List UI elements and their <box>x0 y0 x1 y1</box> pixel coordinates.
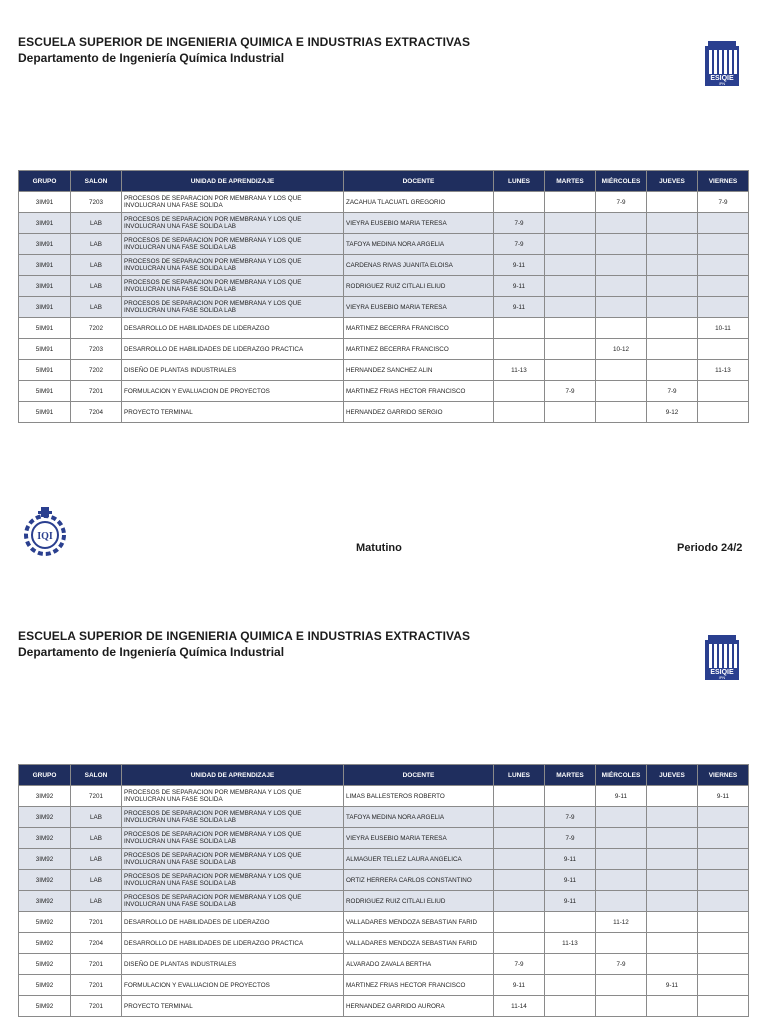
cell-grupo: 5IM91 <box>19 318 71 339</box>
table-row <box>19 891 749 912</box>
cell-grupo: 3IM91 <box>19 297 71 318</box>
cell-unidad: PROCESOS DE SEPARACION POR MEMBRANA Y LOS QUE INVOLUCRAN UNA FASE SOLIDA <box>122 192 344 213</box>
cell-lunes: 7-9 <box>494 234 545 255</box>
cell-jueves <box>647 828 698 849</box>
table-row <box>19 996 749 1017</box>
cell-miercoles <box>596 318 647 339</box>
column-header: MARTES <box>545 171 596 192</box>
cell-grupo: 3IM91 <box>19 213 71 234</box>
cell-miercoles: 7-9 <box>596 954 647 975</box>
schedule-table-2 <box>18 764 749 1017</box>
cell-unidad: PROCESOS DE SEPARACION POR MEMBRANA Y LOS QUE INVOLUCRAN UNA FASE SOLIDA LAB <box>122 276 344 297</box>
cell-grupo: 5IM92 <box>19 912 71 933</box>
cell-martes <box>545 255 596 276</box>
cell-miercoles <box>596 849 647 870</box>
cell-miercoles <box>596 807 647 828</box>
cell-lunes <box>494 318 545 339</box>
cell-jueves <box>647 297 698 318</box>
cell-jueves <box>647 849 698 870</box>
column-header: JUEVES <box>647 171 698 192</box>
cell-viernes <box>698 870 749 891</box>
cell-docente: ALMAGUER TELLEZ LAURA ANGELICA <box>344 849 494 870</box>
table-row <box>19 255 749 276</box>
table-row <box>19 234 749 255</box>
cell-miercoles: 7-9 <box>596 192 647 213</box>
cell-martes <box>545 996 596 1017</box>
cell-miercoles <box>596 276 647 297</box>
department-name: Departamento de Ingeniería Química Industrial <box>18 645 285 659</box>
cell-martes: 7-9 <box>545 828 596 849</box>
cell-docente: VALLADARES MENDOZA SEBASTIAN FARID <box>344 912 494 933</box>
cell-jueves: 9-12 <box>647 402 698 423</box>
cell-miercoles <box>596 996 647 1017</box>
table-row <box>19 318 749 339</box>
cell-salon: LAB <box>71 891 122 912</box>
cell-docente: ALVARADO ZAVALA BERTHA <box>344 954 494 975</box>
cell-salon: 7201 <box>71 954 122 975</box>
cell-unidad: PROCESOS DE SEPARACION POR MEMBRANA Y LOS QUE INVOLUCRAN UNA FASE SOLIDA LAB <box>122 828 344 849</box>
cell-grupo: 3IM91 <box>19 234 71 255</box>
cell-lunes: 7-9 <box>494 954 545 975</box>
svg-text:IPN: IPN <box>718 81 726 86</box>
cell-martes <box>545 234 596 255</box>
cell-unidad: PROCESOS DE SEPARACION POR MEMBRANA Y LOS QUE INVOLUCRAN UNA FASE SOLIDA LAB <box>122 849 344 870</box>
cell-docente: VIEYRA EUSEBIO MARIA TERESA <box>344 828 494 849</box>
cell-jueves <box>647 360 698 381</box>
table-row <box>19 339 749 360</box>
cell-docente: CARDENAS RIVAS JUANITA ELOISA <box>344 255 494 276</box>
shift-label: Matutino <box>356 542 402 554</box>
cell-unidad: PROCESOS DE SEPARACION POR MEMBRANA Y LOS QUE INVOLUCRAN UNA FASE SOLIDA LAB <box>122 234 344 255</box>
column-header: LUNES <box>494 765 545 786</box>
cell-lunes <box>494 870 545 891</box>
cell-unidad: PROCESOS DE SEPARACION POR MEMBRANA Y LOS QUE INVOLUCRAN UNA FASE SOLIDA LAB <box>122 297 344 318</box>
cell-unidad: DISEÑO DE PLANTAS INDUSTRIALES <box>122 954 344 975</box>
cell-lunes: 9-11 <box>494 276 545 297</box>
cell-docente: HERNANDEZ SANCHEZ ALIN <box>344 360 494 381</box>
cell-miercoles: 11-12 <box>596 912 647 933</box>
cell-martes: 7-9 <box>545 381 596 402</box>
cell-viernes: 11-13 <box>698 360 749 381</box>
cell-jueves <box>647 213 698 234</box>
cell-unidad: DESARROLLO DE HABILIDADES DE LIDERAZGO <box>122 318 344 339</box>
cell-unidad: PROYECTO TERMINAL <box>122 402 344 423</box>
cell-lunes <box>494 912 545 933</box>
cell-jueves <box>647 276 698 297</box>
cell-viernes <box>698 891 749 912</box>
cell-lunes: 11-14 <box>494 996 545 1017</box>
cell-docente: LIMAS BALLESTEROS ROBERTO <box>344 786 494 807</box>
cell-grupo: 3IM92 <box>19 891 71 912</box>
column-header: VIERNES <box>698 171 749 192</box>
cell-jueves <box>647 870 698 891</box>
cell-grupo: 5IM91 <box>19 339 71 360</box>
cell-salon: 7203 <box>71 339 122 360</box>
cell-miercoles <box>596 828 647 849</box>
table-row <box>19 381 749 402</box>
cell-martes: 9-11 <box>545 849 596 870</box>
cell-viernes <box>698 912 749 933</box>
column-header: DOCENTE <box>344 171 494 192</box>
cell-salon: 7202 <box>71 360 122 381</box>
table-row <box>19 192 749 213</box>
cell-miercoles <box>596 870 647 891</box>
cell-salon: LAB <box>71 234 122 255</box>
cell-docente: MARTINEZ BECERRA FRANCISCO <box>344 318 494 339</box>
cell-jueves <box>647 996 698 1017</box>
cell-docente: TAFOYA MEDINA NORA ARGELIA <box>344 807 494 828</box>
cell-viernes <box>698 276 749 297</box>
table-row <box>19 849 749 870</box>
cell-grupo: 5IM92 <box>19 996 71 1017</box>
svg-text:ESIQIE: ESIQIE <box>710 669 734 676</box>
cell-grupo: 5IM92 <box>19 954 71 975</box>
cell-unidad: PROCESOS DE SEPARACION POR MEMBRANA Y LOS QUE INVOLUCRAN UNA FASE SOLIDA LAB <box>122 891 344 912</box>
department-name: Departamento de Ingeniería Química Industrial <box>18 51 285 65</box>
table-row <box>19 870 749 891</box>
cell-viernes <box>698 807 749 828</box>
cell-lunes <box>494 339 545 360</box>
table-row <box>19 213 749 234</box>
cell-salon: 7201 <box>71 786 122 807</box>
cell-docente: MARTINEZ BECERRA FRANCISCO <box>344 339 494 360</box>
period-label: Periodo 24/2 <box>677 542 743 554</box>
cell-martes: 9-11 <box>545 870 596 891</box>
cell-grupo: 5IM91 <box>19 402 71 423</box>
cell-grupo: 3IM92 <box>19 870 71 891</box>
cell-lunes <box>494 849 545 870</box>
cell-jueves <box>647 807 698 828</box>
esiqie-logo <box>702 632 742 682</box>
cell-salon: 7201 <box>71 381 122 402</box>
cell-viernes <box>698 954 749 975</box>
svg-text:IQI: IQI <box>37 531 53 542</box>
cell-jueves <box>647 933 698 954</box>
school-name: ESCUELA SUPERIOR DE INGENIERIA QUIMICA E INDUSTRIAS EXTRACTIVAS <box>18 35 471 49</box>
cell-grupo: 3IM92 <box>19 807 71 828</box>
cell-docente: RODRIGUEZ RUIZ CITLALI ELIUD <box>344 891 494 912</box>
schedule-table-1 <box>18 170 749 423</box>
table-row <box>19 402 749 423</box>
cell-martes <box>545 975 596 996</box>
cell-salon: LAB <box>71 297 122 318</box>
cell-miercoles <box>596 933 647 954</box>
cell-lunes <box>494 381 545 402</box>
table-row <box>19 933 749 954</box>
cell-lunes <box>494 891 545 912</box>
cell-grupo: 3IM91 <box>19 192 71 213</box>
cell-viernes <box>698 849 749 870</box>
cell-viernes <box>698 996 749 1017</box>
esiqie-logo <box>702 38 742 88</box>
cell-lunes: 9-11 <box>494 297 545 318</box>
column-header: MARTES <box>545 765 596 786</box>
cell-salon: LAB <box>71 807 122 828</box>
cell-jueves <box>647 234 698 255</box>
cell-lunes: 9-11 <box>494 255 545 276</box>
cell-viernes <box>698 933 749 954</box>
cell-viernes <box>698 213 749 234</box>
cell-grupo: 3IM92 <box>19 786 71 807</box>
cell-lunes <box>494 786 545 807</box>
cell-jueves <box>647 912 698 933</box>
cell-docente: ORTIZ HERRERA CARLOS CONSTANTINO <box>344 870 494 891</box>
cell-lunes <box>494 807 545 828</box>
column-header: MIÉRCOLES <box>596 765 647 786</box>
cell-lunes <box>494 933 545 954</box>
header-block-1 <box>18 35 470 65</box>
cell-docente: HERNANDEZ GARRIDO SERGIO <box>344 402 494 423</box>
cell-grupo: 5IM92 <box>19 975 71 996</box>
cell-grupo: 5IM91 <box>19 381 71 402</box>
cell-martes <box>545 276 596 297</box>
table-header <box>19 765 749 786</box>
cell-viernes <box>698 975 749 996</box>
cell-miercoles <box>596 975 647 996</box>
cell-docente: TAFOYA MEDINA NORA ARGELIA <box>344 234 494 255</box>
cell-viernes <box>698 402 749 423</box>
cell-viernes <box>698 234 749 255</box>
cell-martes <box>545 402 596 423</box>
cell-miercoles <box>596 402 647 423</box>
cell-viernes <box>698 381 749 402</box>
cell-salon: 7201 <box>71 975 122 996</box>
cell-grupo: 3IM92 <box>19 849 71 870</box>
table-row <box>19 975 749 996</box>
cell-martes: 9-11 <box>545 891 596 912</box>
cell-docente: VALLADARES MENDOZA SEBASTIAN FARID <box>344 933 494 954</box>
cell-salon: 7201 <box>71 912 122 933</box>
cell-miercoles <box>596 891 647 912</box>
cell-martes <box>545 297 596 318</box>
cell-salon: LAB <box>71 255 122 276</box>
cell-grupo: 3IM92 <box>19 828 71 849</box>
cell-unidad: PROCESOS DE SEPARACION POR MEMBRANA Y LOS QUE INVOLUCRAN UNA FASE SOLIDA LAB <box>122 213 344 234</box>
column-header: LUNES <box>494 171 545 192</box>
table-row <box>19 828 749 849</box>
cell-lunes: 11-13 <box>494 360 545 381</box>
cell-unidad: PROCESOS DE SEPARACION POR MEMBRANA Y LOS QUE INVOLUCRAN UNA FASE SOLIDA LAB <box>122 807 344 828</box>
cell-viernes <box>698 297 749 318</box>
school-name: ESCUELA SUPERIOR DE INGENIERIA QUIMICA E INDUSTRIAS EXTRACTIVAS <box>18 629 471 643</box>
cell-salon: 7201 <box>71 996 122 1017</box>
cell-viernes: 10-11 <box>698 318 749 339</box>
column-header: DOCENTE <box>344 765 494 786</box>
cell-docente: MARTINEZ FRIAS HECTOR FRANCISCO <box>344 381 494 402</box>
table-header <box>19 171 749 192</box>
cell-jueves <box>647 255 698 276</box>
cell-salon: LAB <box>71 870 122 891</box>
cell-jueves <box>647 192 698 213</box>
cell-salon: 7204 <box>71 933 122 954</box>
cell-salon: LAB <box>71 849 122 870</box>
cell-grupo: 5IM92 <box>19 933 71 954</box>
table-row <box>19 786 749 807</box>
cell-miercoles <box>596 297 647 318</box>
table-row <box>19 954 749 975</box>
cell-lunes <box>494 828 545 849</box>
iqi-logo <box>22 505 68 557</box>
cell-martes <box>545 912 596 933</box>
column-header: SALON <box>71 765 122 786</box>
cell-unidad: DESARROLLO DE HABILIDADES DE LIDERAZGO <box>122 912 344 933</box>
cell-martes <box>545 213 596 234</box>
cell-martes <box>545 360 596 381</box>
cell-viernes <box>698 255 749 276</box>
column-header: VIERNES <box>698 765 749 786</box>
table-row <box>19 297 749 318</box>
cell-martes <box>545 192 596 213</box>
table-row <box>19 912 749 933</box>
cell-docente: VIEYRA EUSEBIO MARIA TERESA <box>344 297 494 318</box>
cell-miercoles: 10-12 <box>596 339 647 360</box>
cell-jueves: 7-9 <box>647 381 698 402</box>
cell-viernes: 7-9 <box>698 192 749 213</box>
cell-martes <box>545 339 596 360</box>
cell-salon: LAB <box>71 828 122 849</box>
cell-docente: RODRIGUEZ RUIZ CITLALI ELIUD <box>344 276 494 297</box>
column-header: SALON <box>71 171 122 192</box>
cell-martes <box>545 954 596 975</box>
svg-text:IPN: IPN <box>718 675 726 680</box>
header-block-2 <box>18 629 470 659</box>
cell-jueves <box>647 318 698 339</box>
cell-viernes <box>698 339 749 360</box>
svg-text:ESIQIE: ESIQIE <box>710 75 734 82</box>
cell-lunes: 7-9 <box>494 213 545 234</box>
cell-grupo: 5IM91 <box>19 360 71 381</box>
cell-grupo: 3IM91 <box>19 276 71 297</box>
table-row <box>19 807 749 828</box>
cell-unidad: DISEÑO DE PLANTAS INDUSTRIALES <box>122 360 344 381</box>
cell-docente: VIEYRA EUSEBIO MARIA TERESA <box>344 213 494 234</box>
column-header: JUEVES <box>647 765 698 786</box>
cell-viernes: 9-11 <box>698 786 749 807</box>
cell-martes <box>545 318 596 339</box>
cell-unidad: PROCESOS DE SEPARACION POR MEMBRANA Y LOS QUE INVOLUCRAN UNA FASE SOLIDA <box>122 786 344 807</box>
cell-unidad: FORMULACION Y EVALUACION DE PROYECTOS <box>122 381 344 402</box>
cell-salon: 7202 <box>71 318 122 339</box>
cell-lunes <box>494 402 545 423</box>
cell-martes: 7-9 <box>545 807 596 828</box>
cell-miercoles <box>596 213 647 234</box>
cell-miercoles <box>596 381 647 402</box>
cell-martes <box>545 786 596 807</box>
cell-jueves <box>647 891 698 912</box>
cell-viernes <box>698 828 749 849</box>
cell-salon: LAB <box>71 213 122 234</box>
cell-grupo: 3IM91 <box>19 255 71 276</box>
cell-unidad: PROCESOS DE SEPARACION POR MEMBRANA Y LOS QUE INVOLUCRAN UNA FASE SOLIDA LAB <box>122 870 344 891</box>
cell-jueves <box>647 954 698 975</box>
column-header: GRUPO <box>19 171 71 192</box>
column-header: UNIDAD DE APRENDIZAJE <box>122 765 344 786</box>
cell-salon: LAB <box>71 276 122 297</box>
cell-miercoles <box>596 255 647 276</box>
cell-miercoles <box>596 234 647 255</box>
cell-unidad: PROCESOS DE SEPARACION POR MEMBRANA Y LOS QUE INVOLUCRAN UNA FASE SOLIDA LAB <box>122 255 344 276</box>
cell-miercoles: 9-11 <box>596 786 647 807</box>
cell-miercoles <box>596 360 647 381</box>
table-row <box>19 276 749 297</box>
cell-jueves: 9-11 <box>647 975 698 996</box>
cell-jueves <box>647 786 698 807</box>
cell-docente: ZACAHUA TLACUATL GREGORIO <box>344 192 494 213</box>
column-header: UNIDAD DE APRENDIZAJE <box>122 171 344 192</box>
table-row <box>19 360 749 381</box>
cell-unidad: PROYECTO TERMINAL <box>122 996 344 1017</box>
cell-lunes: 9-11 <box>494 975 545 996</box>
cell-docente: MARTINEZ FRIAS HECTOR FRANCISCO <box>344 975 494 996</box>
cell-salon: 7204 <box>71 402 122 423</box>
cell-unidad: FORMULACION Y EVALUACION DE PROYECTOS <box>122 975 344 996</box>
cell-lunes <box>494 192 545 213</box>
cell-docente: HERNANDEZ GARRIDO AURORA <box>344 996 494 1017</box>
column-header: GRUPO <box>19 765 71 786</box>
cell-martes: 11-13 <box>545 933 596 954</box>
cell-unidad: DESARROLLO DE HABILIDADES DE LIDERAZGO PRACTICA <box>122 933 344 954</box>
cell-unidad: DESARROLLO DE HABILIDADES DE LIDERAZGO PRACTICA <box>122 339 344 360</box>
cell-salon: 7203 <box>71 192 122 213</box>
cell-jueves <box>647 339 698 360</box>
column-header: MIÉRCOLES <box>596 171 647 192</box>
